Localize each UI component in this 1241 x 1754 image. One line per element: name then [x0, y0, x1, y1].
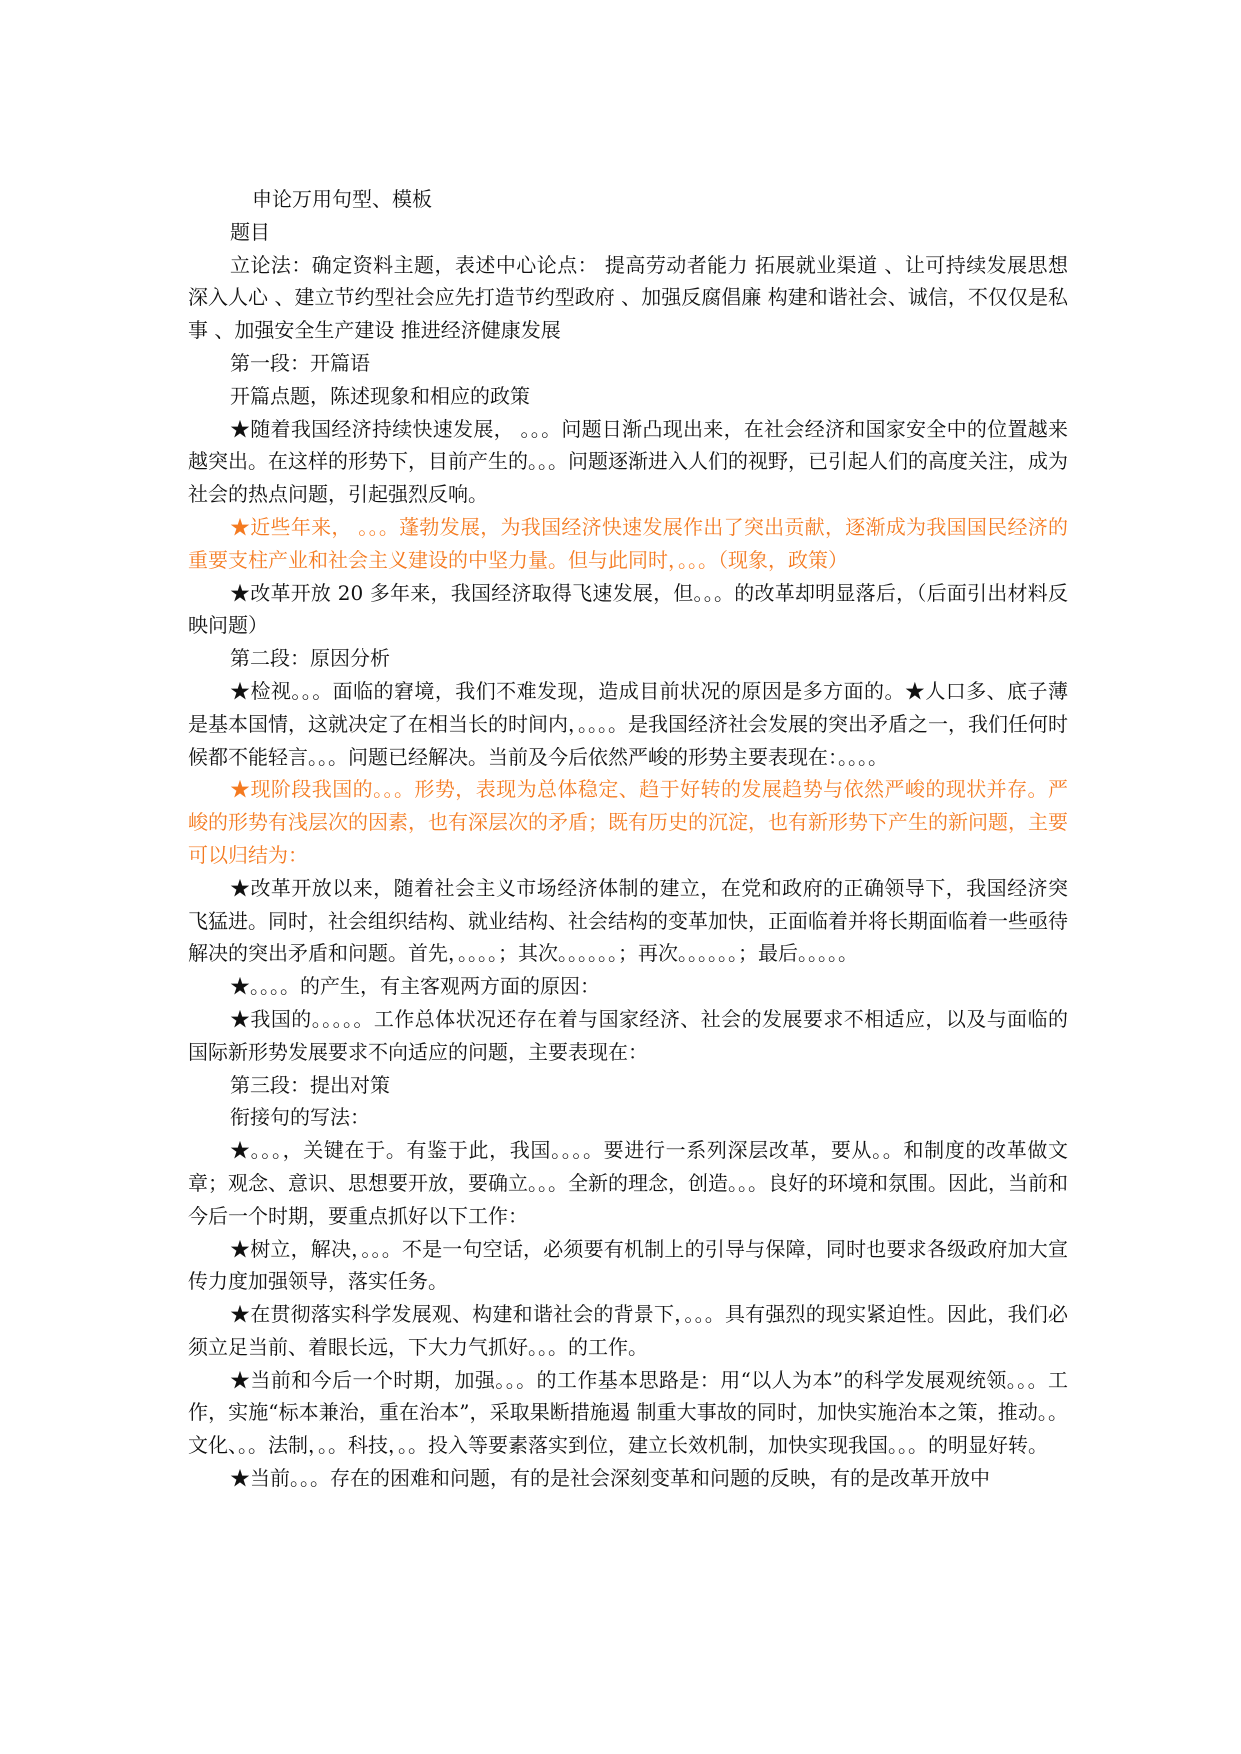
paragraph: ★当前和今后一个时期，加强。。。的工作基本思路是：用“以人为本”的科学发展观统领。。。工作，实施“标本兼治，重在治本”，采取果断措施遏 制重大事故的同时，加快实施治本之策，推动。。文化、。。法制，。。科技，。。投入等要素落实到位，建立长效机制，加快实现我国。。。的明显好转。: [188, 1367, 1068, 1458]
paragraph: ★在贯彻落实科学发展观、构建和谐社会的背景下，。。。具有强烈的现实紧迫性。因此，我们必须立足当前、着眼长远，下大力气抓好。。。的工作。: [188, 1302, 1068, 1359]
highlighted-paragraph: ★现阶段我国的。。。形势，表现为总体稳定、趋于好转的发展趋势与依然严峻的现状并存。严峻的形势有浅层次的因素，也有深层次的矛盾；既有历史的沉淀，也有新形势下产生的新问题，主要可以归结为：: [188, 777, 1068, 867]
paragraph: ★当前。。。存在的困难和问题，有的是社会深刻变革和问题的反映，有的是改革开放中: [230, 1466, 990, 1491]
paragraph: 题目: [230, 219, 270, 244]
paragraph: ★随着我国经济持续快速发展， 。。。问题日渐凸现出来，在社会经济和国家安全中的位置越来越突出。在这样的形势下，目前产生的。。。问题逐渐进入人们的视野，已引起人们的高度关注，成为社会的热点问题，引起强烈反响。: [188, 416, 1068, 507]
document-page: [188, 183, 1068, 1495]
paragraph: ★。。。，关键在于。有鉴于此，我国。。。。要进行一系列深层改革，要从。。和制度的改革做文章；观念、意识、思想要开放，要确立。。。全新的理念，创造。。。良好的环境和氛围。因此，当前和今后一个时期，要重点抓好以下工作：: [188, 1138, 1068, 1228]
paragraph: ★改革开放 20 多年来，我国经济取得飞速发展，但。。。的改革却明显落后，（后面引出材料反映问题）: [188, 580, 1068, 638]
document-title: 申论万用句型、模板: [252, 187, 432, 211]
paragraph: 第二段：原因分析: [230, 646, 390, 671]
paragraph: ★。。。。的产生，有主客观两方面的原因：: [230, 974, 600, 999]
paragraph: 第三段：提出对策: [230, 1072, 390, 1097]
paragraph: ★树立，解决，。。。不是一句空话，必须要有机制上的引导与保障，同时也要求各级政府加大宣传力度加强领导，落实任务。: [188, 1236, 1068, 1294]
paragraph: ★我国的。。。。。工作总体状况还存在着与国家经济、社会的发展要求不相适应，以及与面临的国际新形势发展要求不向适应的问题，主要表现在：: [188, 1006, 1068, 1064]
highlighted-paragraph: ★近些年来， 。。。蓬勃发展，为我国经济快速发展作出了突出贡献，逐渐成为我国国民经济的重要支柱产业和社会主义建设的中坚力量。但与此同时，。。。（现象，政策）: [188, 514, 1068, 572]
paragraph: 开篇点题，陈述现象和相应的政策: [230, 383, 530, 408]
document-body: [188, 216, 1068, 1495]
paragraph: 第一段：开篇语: [230, 350, 370, 375]
paragraph: ★检视。。。面临的窘境，我们不难发现，造成目前状况的原因是多方面的。★人口多、底子薄是基本国情，这就决定了在相当长的时间内，。。。。是我国经济社会发展的突出矛盾之一，我们任何时候都不能轻言。。。问题已经解决。当前及今后依然严峻的形势主要表现在：。。。。: [188, 678, 1068, 769]
paragraph: 衔接句的写法：: [230, 1105, 370, 1130]
paragraph: 立论法：确定资料主题，表述中心论点： 提高劳动者能力 拓展就业渠道 、让可持续发展思想深入人心 、建立节约型社会应先打造节约型政府 、加强反腐倡廉 构建和谐社会、诚信，不仅仅是私事 、加强安全生产建设 推进经济健康发展: [188, 252, 1068, 343]
paragraph: ★改革开放以来，随着社会主义市场经济体制的建立，在党和政府的正确领导下，我国经济突飞猛进。同时，社会组织结构、就业结构、社会结构的变革加快，正面临着并将长期面临着一些亟待解决的突出矛盾和问题。首先，。。。。；其次。。。。。。；再次。。。。。。；最后。。。。。: [188, 875, 1068, 966]
